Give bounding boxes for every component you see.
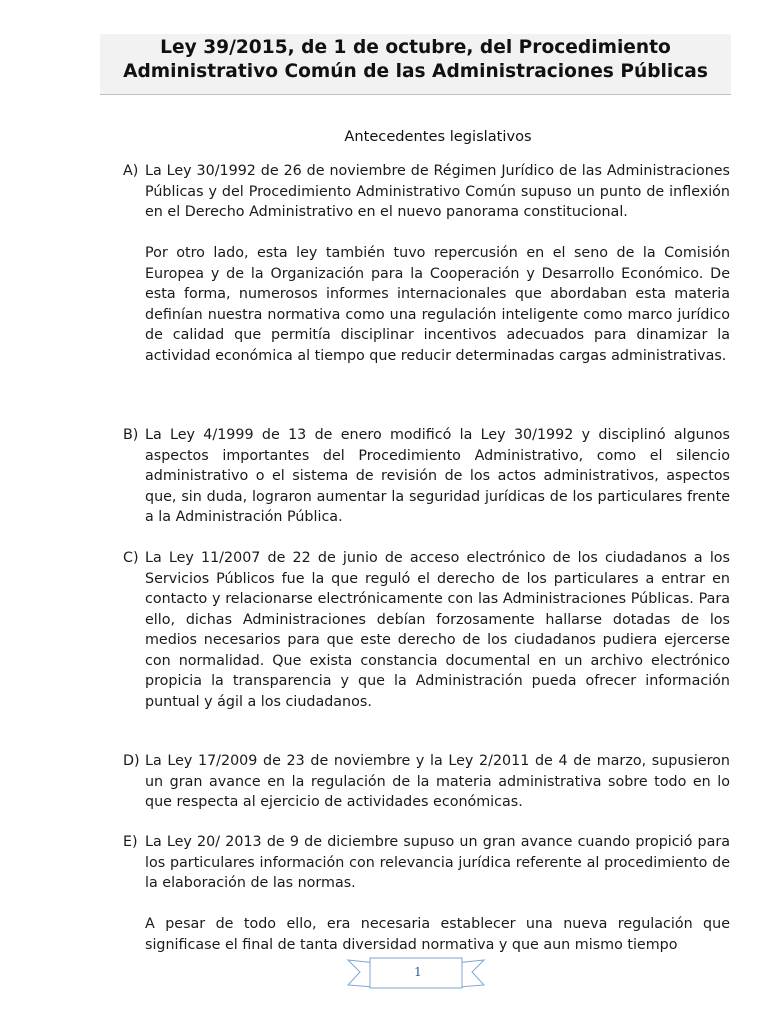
list-item-a <box>123 161 730 366</box>
item-label: A) <box>123 163 139 179</box>
item-paragraph: Por otro lado, esta ley también tuvo repercusión en el seno de la Comisión Europea y de la Organización para la Cooperación y Desarrollo Económico. De esta forma, numerosos informes internacionales que abordaban esta materia definían nuestra normativa como una regulación inteligente como marco jurídico de calidad que permitía disciplinar incentivos adecuados para dinamizar la actividad económica al tiempo que reducir determinadas cargas administrativas. <box>145 245 730 364</box>
item-paragraph: A pesar de todo ello, era necesaria establecer una nueva regulación que significase el final de tanta diversidad normativa y que aun mismo tiempo <box>145 916 730 953</box>
document-title <box>100 34 731 84</box>
title-line-1: Ley 39/2015, de 1 de octubre, del Procedimiento <box>160 37 671 58</box>
item-paragraph: La Ley 30/1992 de 26 de noviembre de Régimen Jurídico de las Administraciones Públicas y del Procedimiento Administrativo Común supuso un punto de inflexión en el Derecho Administrativo en el nuevo panorama constitucional. <box>145 163 730 220</box>
item-paragraph: La Ley 4/1999 de 13 de enero modificó la Ley 30/1992 y disciplinó algunos aspectos importantes del Procedimiento Administrativo, como el silencio administrativo o el sistema de revisión de los actos administrativos, aspectos que, sin duda, lograron aumentar la seguridad jurídicas de los particulares frente a la Administración Pública. <box>145 427 730 525</box>
section-heading: Antecedentes legislativos <box>344 128 532 145</box>
list-item-c <box>123 548 730 712</box>
item-paragraph: La Ley 20/ 2013 de 9 de diciembre supuso un gran avance cuando propició para los particulares información con relevancia jurídica referente al procedimiento de la elaboración de las normas. <box>145 834 730 891</box>
item-label: D) <box>123 753 140 769</box>
title-line-2: Administrativo Común de las Administraciones Públicas <box>123 61 708 82</box>
list-item-b <box>123 425 730 528</box>
item-label: E) <box>123 834 138 850</box>
item-paragraph: La Ley 11/2007 de 22 de junio de acceso electrónico de los ciudadanos a los Servicios Públicos fue la que reguló el derecho de los particulares a entrar en contacto y relacionarse electrónicamente con las Administraciones Públicas. Para ello, dichas Administraciones debían forzosamente hallarse dotadas de los medios necesarios para que este derecho de los ciudadanos pudiera ejercerse con normalidad. Que exista constancia documental en un archivo electrónico propicia la transparencia y que la Administración pueda ofrecer información puntual y ágil a los ciudadanos. <box>145 550 730 710</box>
title-box <box>100 34 731 95</box>
item-label: C) <box>123 550 139 566</box>
page-number-ribbon <box>346 957 486 991</box>
list-item-e <box>123 832 730 955</box>
list-item-d <box>123 751 730 813</box>
item-paragraph: La Ley 17/2009 de 23 de noviembre y la Ley 2/2011 de 4 de marzo, supusieron un gran avance en la regulación de la materia administrativa sobre todo en lo que respecta al ejercicio de actividades económicas. <box>145 753 730 810</box>
page-number: 1 <box>414 965 422 979</box>
item-label: B) <box>123 427 139 443</box>
